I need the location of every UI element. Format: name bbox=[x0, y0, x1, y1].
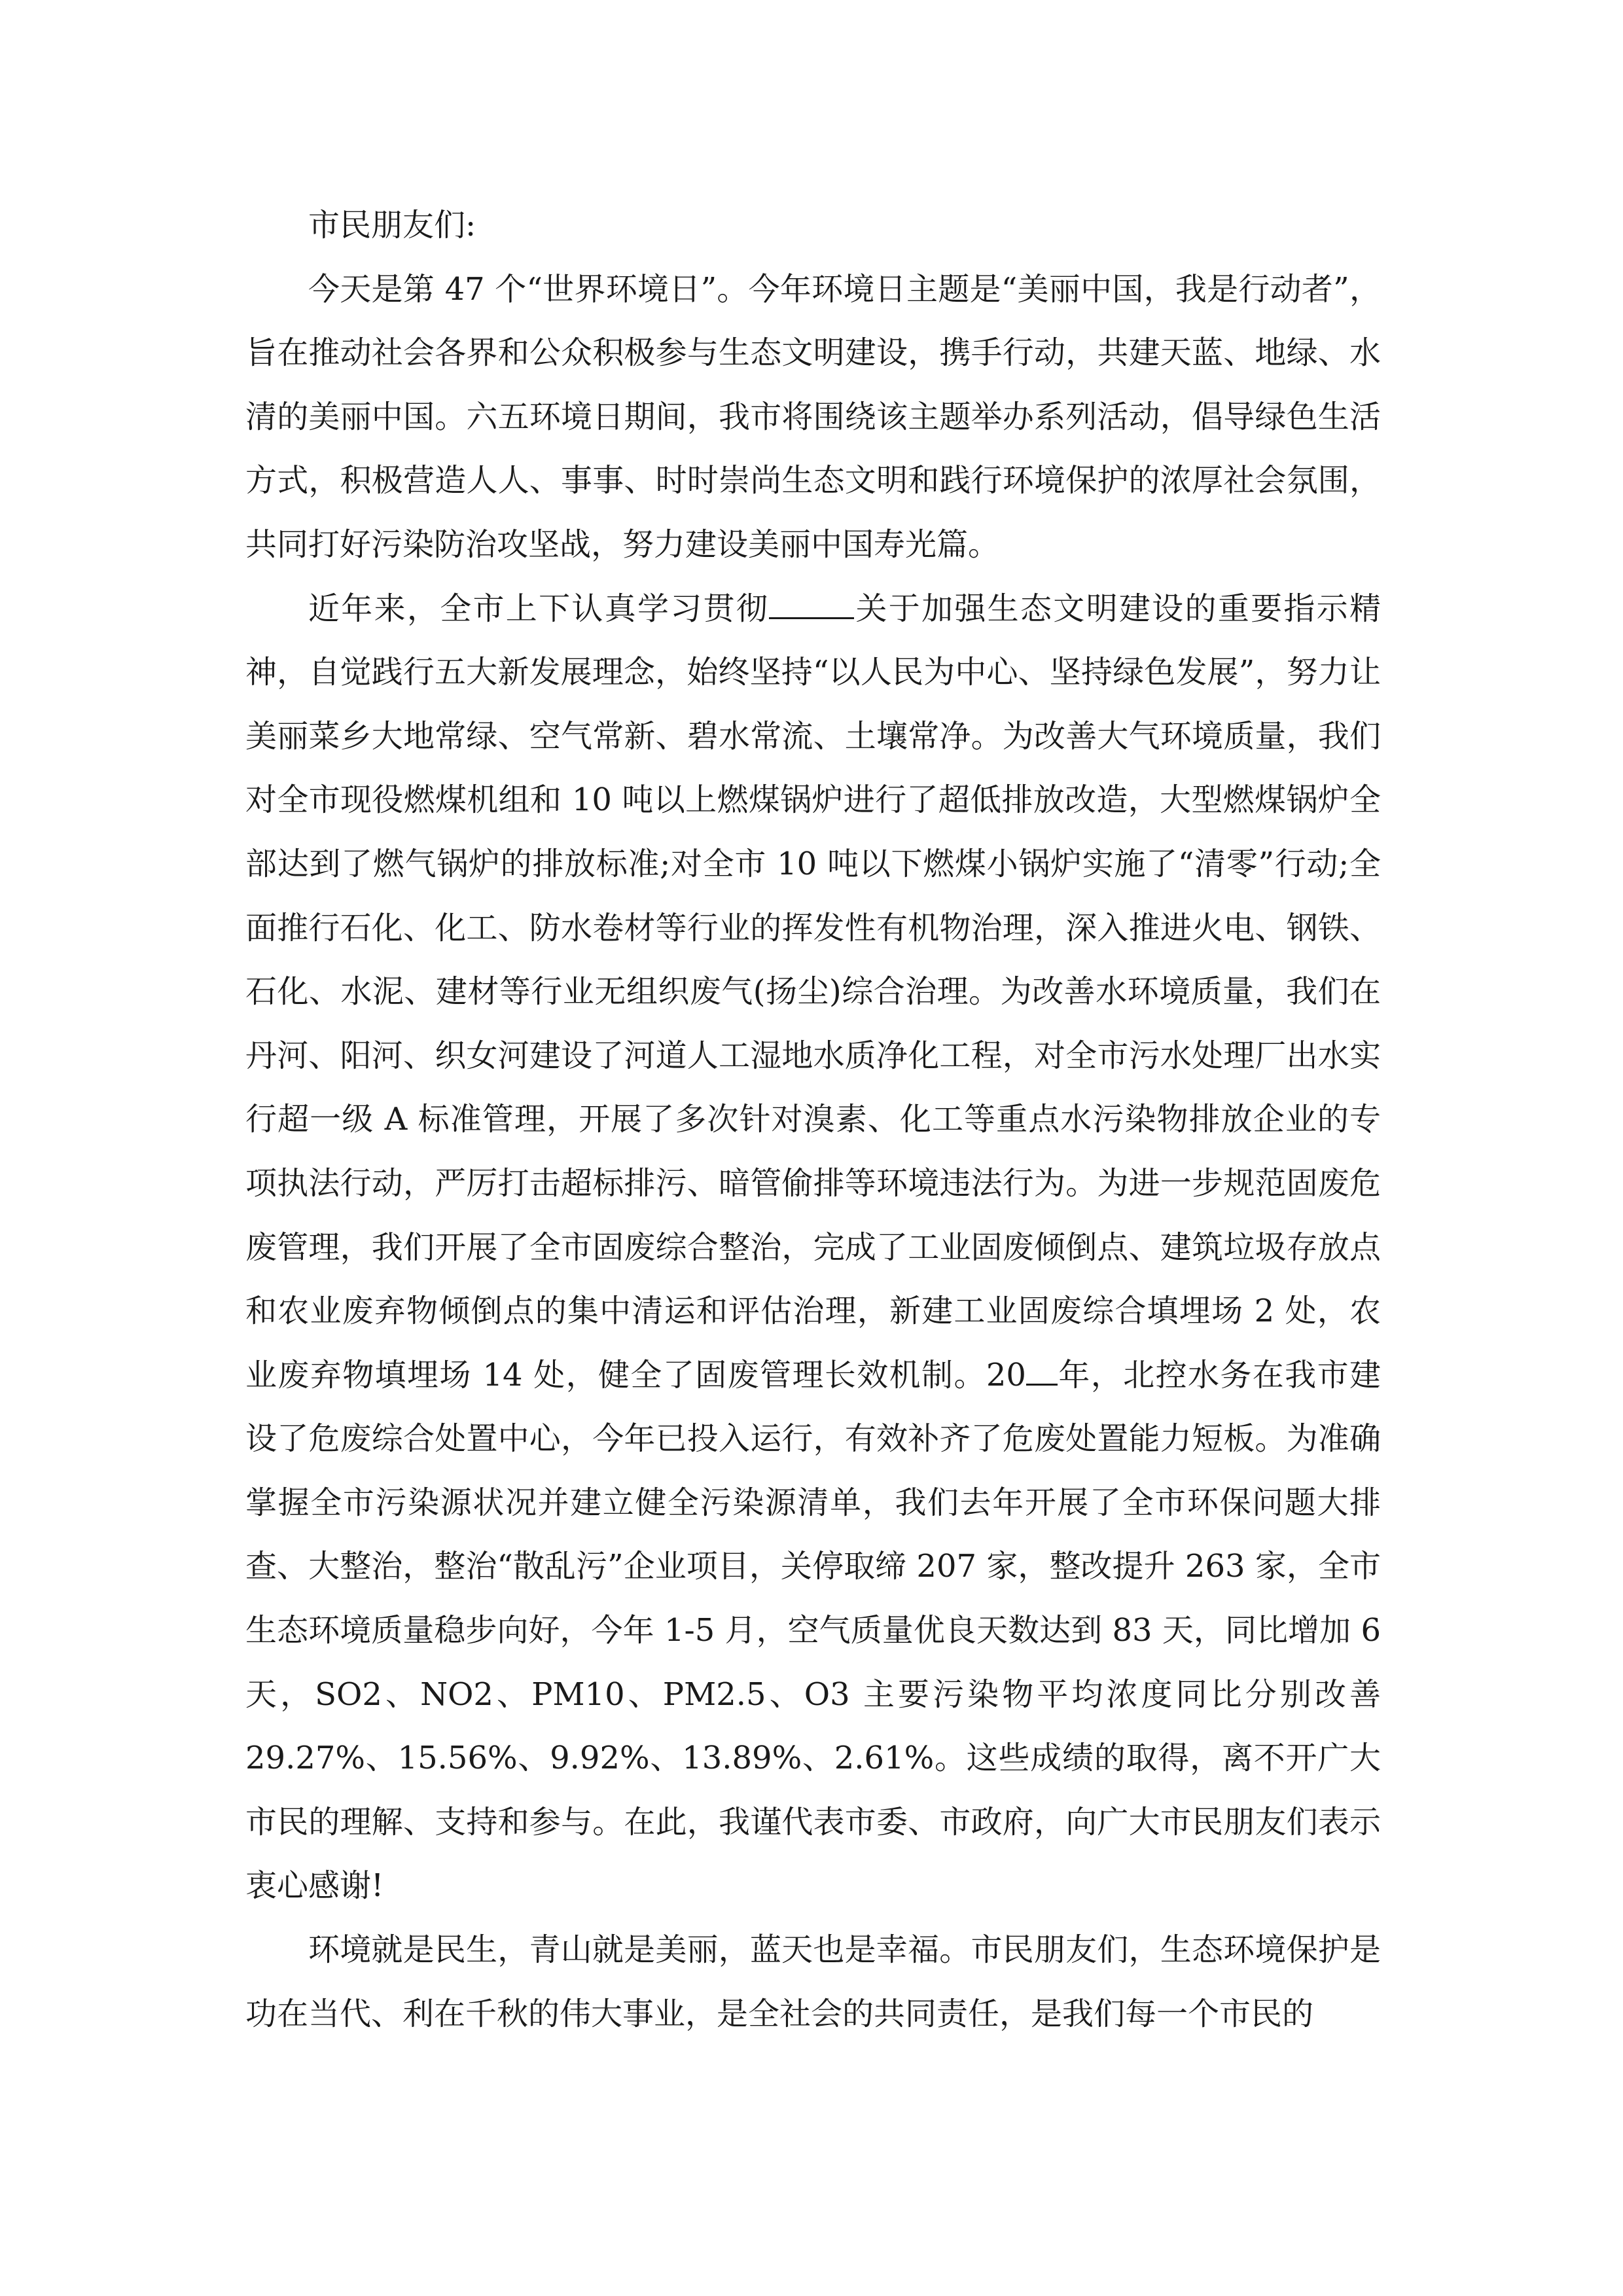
paragraph-3: 环境就是民生，青山就是美丽，蓝天也是幸福。市民朋友们，生态环境保护是功在当代、利在千秋的伟大事业，是全社会的共同责任，是我们每一个市民的 bbox=[245, 1931, 1381, 2032]
letter-body bbox=[245, 194, 1381, 2046]
paragraph-2-part-b: 关于加强生态文明建设的重要指示精神，自觉践行五大新发展理念，始终坚持“以人民为中心、坚持绿色发展”，努力让美丽菜乡大地常绿、空气常新、碧水常流、土壤常净。为改善大气环境质量，我们对全市现役燃煤机组和 10 吨以上燃煤锅炉进行了超低排放改造，大型燃煤锅炉全部达到了燃气锅炉的排放标准;对全市 10 吨以下燃煤小锅炉实施了“清零”行动;全面推行石化、化工、防水卷材等行业的挥发性有机物治理，深入推进火电、钢铁、石化、水泥、建材等行业无组织废气(扬尘)综合治理。为改善水环境质量，我们在丹河、阳河、织女河建设了河道人工湿地水质净化工程，对全市污水处理厂出水实行超一级 A 标准管理，开展了多次针对溴素、化工等重点水污染物排放企业的专项执法行动，严厉打击超标排污、暗管偷排等环境违法行为。为进一步规范固废危废管理，我们开展了全市固废综合整治，完成了工业固废倾倒点、建筑垃圾存放点和农业废弃物倾倒点的集中清运和评估治理，新建工业固废综合填埋场 2 处，农业废弃物填埋场 14 处，健全了固废管理长效机制。20 bbox=[245, 590, 1381, 1393]
fill-in-blank bbox=[769, 591, 854, 619]
paragraph-2 bbox=[245, 577, 1381, 1918]
paragraph-2-part-a: 近年来，全市上下认真学习贯彻 bbox=[308, 590, 770, 627]
paragraph-1: 今天是第 47 个“世界环境日”。今年环境日主题是“美丽中国，我是行动者”，旨在推动社会各界和公众积极参与生态文明建设，携手行动，共建天蓝、地绿、水清的美丽中国。六五环境日期间，我市将围绕该主题举办系列活动，倡导绿色生活方式，积极营造人人、事事、时时崇尚生态文明和践行环境保护的浓厚社会氛围，共同打好污染防治攻坚战，努力建设美丽中国寿光篇。 bbox=[245, 270, 1381, 563]
paragraph-2-part-c: 年，北控水务在我市建设了危废综合处置中心，今年已投入运行，有效补齐了危废处置能力短板。为准确掌握全市污染源状况并建立健全污染源清单，我们去年开展了全市环保问题大排查、大整治，整治“散乱污”企业项目，关停取缔 207 家，整改提升 263 家，全市生态环境质量稳步向好，今年 1-5 月，空气质量优良天数达到 83 天，同比增加 6 天，SO2、NO2、PM10、PM2.5、O3 主要污染物平均浓度同比分别改善 29.27%、15.56%、9.92%、13.89%、2.61%。这些成绩的取得，离不开广大市民的理解、支持和参与。在此，我谨代表市委、市政府，向广大市民朋友们表示衷心感谢! bbox=[245, 1356, 1381, 1905]
year-blank bbox=[1026, 1357, 1058, 1386]
salutation: 市民朋友们: bbox=[308, 207, 476, 243]
